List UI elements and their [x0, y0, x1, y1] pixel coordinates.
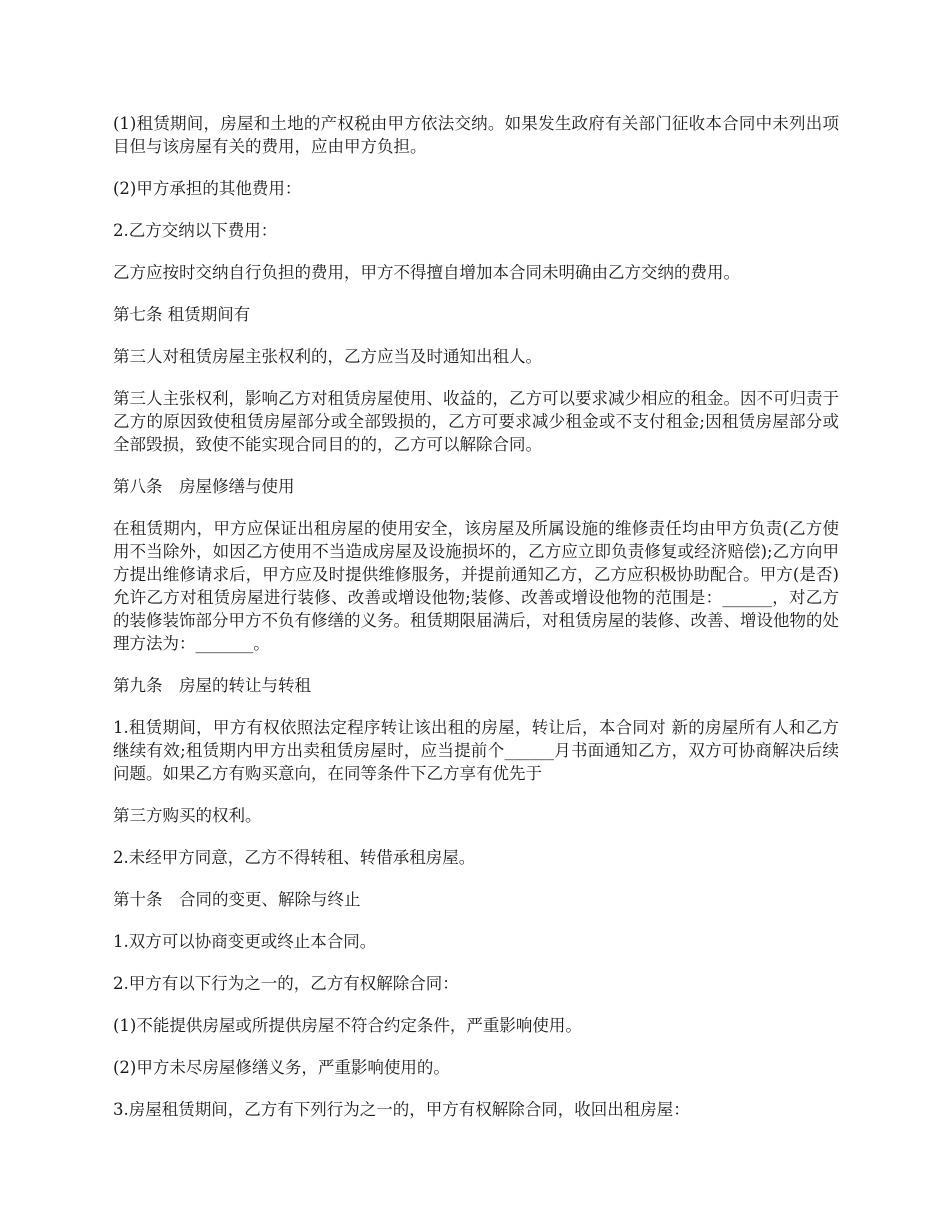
paragraph-transfer: 1.租赁期间，甲方有权依照法定程序转让该出租的房屋，转让后，本合同对 新的房屋所有人和乙方继续有效;租赁期内甲方出卖租赁房屋时，应当提前个______月书面通知乙方，双方可协商解决后续问题。如果乙方有购买意向，在同等条件下乙方享有优先于 [113, 718, 839, 783]
paragraph-party-a-terminate: 3.房屋租赁期间，乙方有下列行为之一的，甲方有权解除合同，收回出租房屋： [113, 1100, 690, 1119]
article-8-heading: 第八条 房屋修缮与使用 [113, 477, 295, 496]
paragraph-priority-purchase: 第三方购买的权利。 [113, 806, 262, 825]
paragraph-sublease: 2.未经甲方同意，乙方不得转租、转借承租房屋。 [113, 848, 476, 867]
paragraph-third-party-notice: 第三人对租赁房屋主张权利的，乙方应当及时通知出租人。 [113, 347, 542, 366]
article-10-heading: 第十条 合同的变更、解除与终止 [113, 890, 361, 909]
paragraph-party-a-other-fees: (2)甲方承担的其他费用： [113, 179, 302, 198]
paragraph-condition-1: (1)不能提供房屋或所提供房屋不符合约定条件，严重影响使用。 [113, 1016, 582, 1035]
article-9-heading: 第九条 房屋的转让与转租 [113, 676, 311, 695]
paragraph-fee-payment: 乙方应按时交纳自行负担的费用，甲方不得擅自增加本合同未明确由乙方交纳的费用。 [113, 263, 740, 282]
article-7-heading: 第七条 租赁期间有 [113, 305, 251, 324]
paragraph-party-b-fees: 2.乙方交纳以下费用： [113, 221, 278, 240]
document-body [113, 112, 839, 1140]
paragraph-third-party-rights: 第三人主张权利，影响乙方对租赁房屋使用、收益的，乙方可以要求减少相应的租金。因不可归责于乙方的原因致使租赁房屋部分或全部毁损的，乙方可要求减少租金或不支付租金;因租赁房屋部分或全部毁损，致使不能实现合同目的的，乙方可以解除合同。 [113, 389, 839, 454]
paragraph-negotiate-change: 1.双方可以协商变更或终止本合同。 [113, 932, 377, 951]
paragraph-repair-use: 在租赁期内，甲方应保证出租房屋的使用安全，该房屋及所属设施的维修责任均由甲方负责(乙方使用不当除外，如因乙方使用不当造成房屋及设施损坏的，乙方应立即负责修复或经济赔偿);乙方向甲方提出维修请求后，甲方应及时提供维修服务，并提前通知乙方，乙方应积极协助配合。甲方(是否)允许乙方对租赁房屋进行装修、改善或增设他物;装修、改善或增设他物的范围是：______，对乙方的装修装饰部分甲方不负有修缮的义务。租赁期限届满后，对租赁房屋的装修、改善、增设他物的处理方法为：_______。 [113, 519, 839, 653]
paragraph-condition-2: (2)甲方未尽房屋修缮义务，严重影响使用的。 [113, 1058, 450, 1077]
paragraph-property-tax: (1)租赁期间，房屋和土地的产权税由甲方依法交纳。如果发生政府有关部门征收本合同中未列出项目但与该房屋有关的费用，应由甲方负担。 [113, 114, 839, 156]
paragraph-party-b-terminate: 2.甲方有以下行为之一的，乙方有权解除合同： [113, 974, 459, 993]
